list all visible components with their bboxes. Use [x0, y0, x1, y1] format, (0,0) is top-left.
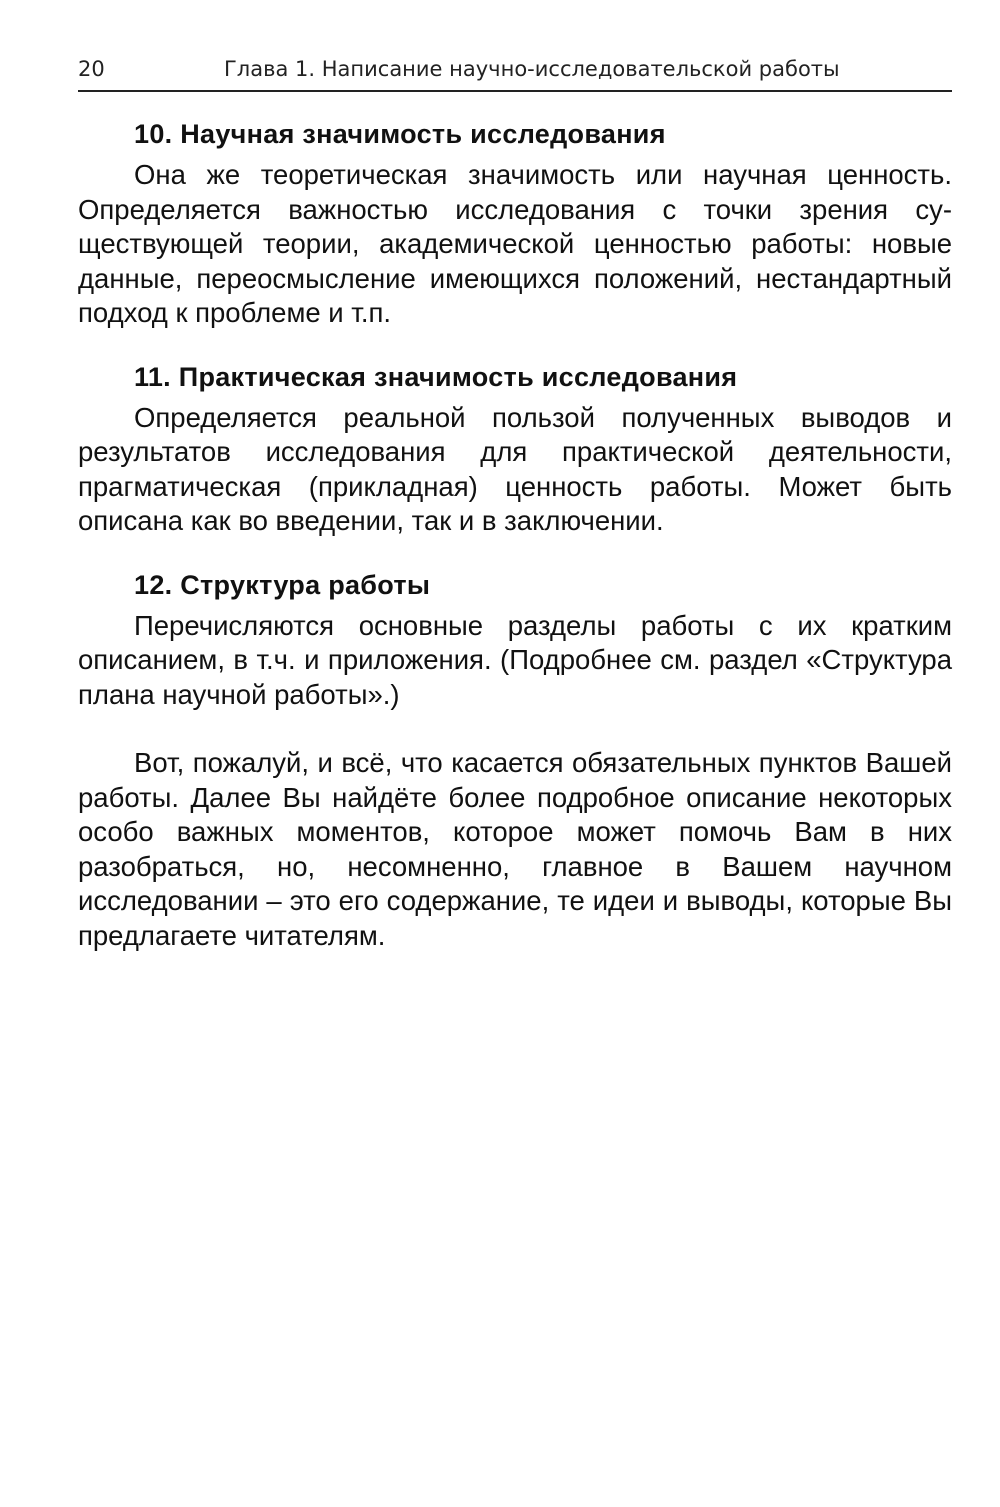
page-header	[78, 52, 952, 92]
section-body-practical-significance: Определяется реальной пользой полученных выводов и результатов исследования для практической деятельности, прагматическая (прикладная) ценность работы. Может быть описана как во введении, так и в заключении.	[78, 401, 952, 536]
section-heading-scientific-significance: 10. Научная значимость исследования	[134, 119, 666, 149]
section-heading-work-structure: 12. Структура работы	[134, 569, 431, 600]
section-heading-practical-significance: 11. Практическая значимость исследования	[134, 361, 738, 392]
page-number: 20	[78, 57, 105, 81]
section-body-work-structure: Перечисляются основные разделы работы с их кратким описанием, в т.ч. и приложения. (Подробнее см. раздел «Структура плана научной работы».)	[78, 609, 952, 710]
section-body-scientific-significance: Она же теоретическая значимость или научная ценность. Определяется важностью исследования с точки зрения существующей теории, академической ценностью работы: новые данные, переосмысление имеющихся положений, нестандартный подход к проблеме и т.п.	[78, 159, 952, 328]
running-title: Глава 1. Написание научно-исследовательской работы	[224, 57, 840, 81]
page-content	[78, 112, 952, 953]
closing-paragraph: Вот, пожалуй, и всё, что касается обязательных пунктов Вашей работы. Далее Вы найдёте более подробное описание некоторых особо важных моментов, которое может помочь Вам в них разобраться, но, несомненно, главное в Вашем научном исследовании – это его содержание, те идеи и выводы, которые Вы предлагаете читателям.	[78, 747, 952, 951]
